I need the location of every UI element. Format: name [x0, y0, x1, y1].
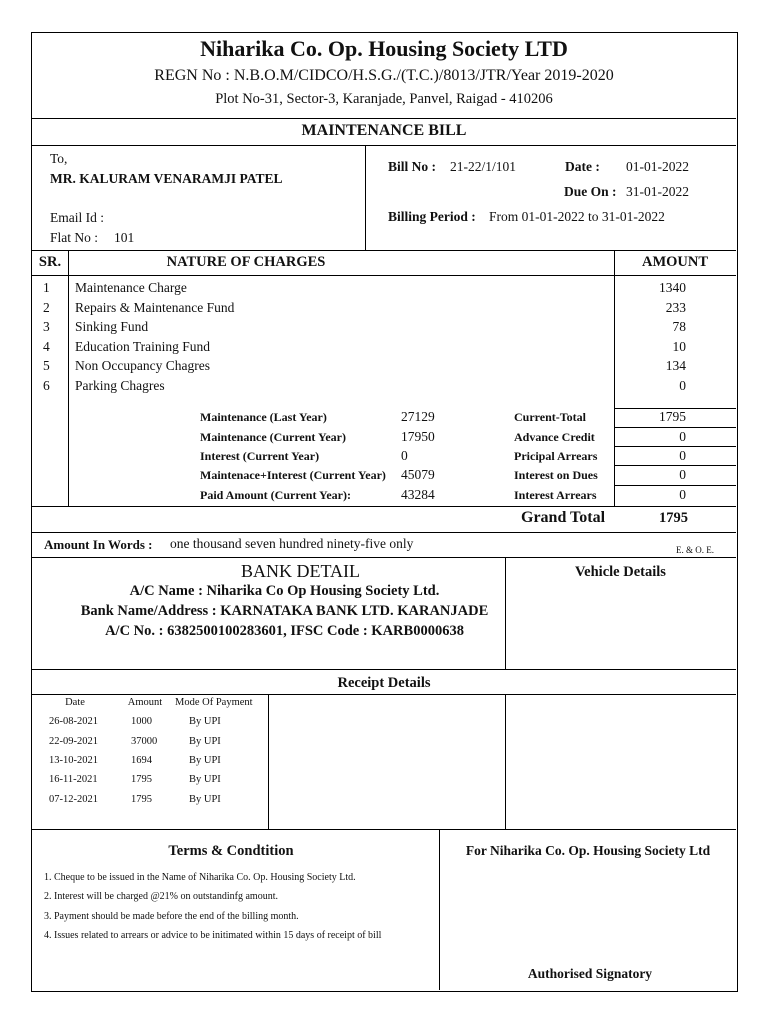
grand-total-value: 1795: [659, 510, 688, 526]
terms-title: Terms & Condtition: [168, 843, 294, 859]
charge-name: Maintenance Charge: [75, 280, 187, 295]
divider: [268, 695, 269, 829]
receipt-date: 16-11-2021: [49, 774, 98, 785]
date-value: 01-01-2022: [626, 159, 689, 174]
summary-right-value: 0: [679, 467, 686, 482]
receipt-mode: By UPI: [189, 716, 221, 727]
charge-amount: 1340: [659, 280, 686, 295]
divider: [614, 427, 736, 428]
receipt-date: 13-10-2021: [49, 755, 98, 766]
bank-account-number: A/C No. : 6382500100283601, IFSC Code : KARB0000638: [105, 623, 464, 639]
receipt-amount: 37000: [131, 736, 158, 747]
sr-header: SR.: [38, 254, 62, 270]
amount-words-value: one thousand seven hundred ninety-five only: [170, 536, 414, 551]
summary-left-label: Interest (Current Year): [200, 449, 320, 463]
summary-left-label: Maintenance (Current Year): [200, 430, 346, 444]
amount-header: AMOUNT: [641, 254, 709, 270]
summary-left-label: Maintenance (Last Year): [200, 410, 327, 424]
receipt-mode: By UPI: [189, 755, 221, 766]
authorised-signatory-label: Authorised Signatory: [527, 966, 653, 981]
society-name: Niharika Co. Op. Housing Society LTD: [200, 36, 568, 61]
charge-sr: 2: [43, 300, 50, 315]
summary-left-value: 0: [401, 448, 408, 463]
charge-name: Repairs & Maintenance Fund: [75, 300, 235, 315]
summary-right-label: Pricipal Arrears: [514, 449, 598, 463]
divider: [32, 557, 736, 558]
divider: [32, 250, 736, 251]
grand-total-label: Grand Total: [521, 509, 606, 526]
summary-left-value: 27129: [401, 409, 435, 424]
flat-label: Flat No :: [50, 230, 99, 245]
charge-name: Parking Chagres: [75, 378, 165, 393]
terms-item: 4. Issues related to arrears or advice to be initimated within 15 days of receipt of bill: [44, 930, 382, 941]
summary-left-label: Paid Amount (Current Year):: [200, 488, 351, 502]
summary-right-label: Advance Credit: [514, 430, 595, 444]
summary-left-value: 43284: [401, 487, 435, 502]
receipt-header-amount: Amount: [127, 697, 163, 708]
eoe-note: E. & O. E.: [676, 545, 714, 555]
summary-right-value: 1795: [659, 409, 686, 424]
divider: [614, 485, 736, 486]
receipt-amount: 1795: [131, 774, 152, 785]
charge-sr: 1: [43, 280, 50, 295]
bank-detail-title: BANK DETAIL: [240, 561, 361, 581]
summary-right-label: Interest on Dues: [514, 468, 598, 482]
divider: [68, 251, 69, 506]
billing-period-value: From 01-01-2022 to 31-01-2022: [489, 209, 665, 224]
receipt-amount: 1694: [131, 755, 152, 766]
divider: [32, 275, 736, 276]
divider: [32, 829, 736, 830]
receipt-mode: By UPI: [189, 774, 221, 785]
charge-amount: 10: [672, 339, 686, 354]
charge-name: Sinking Fund: [75, 319, 149, 334]
charge-sr: 3: [43, 319, 50, 334]
receipt-mode: By UPI: [189, 736, 221, 747]
amount-words-label: Amount In Words :: [44, 537, 153, 552]
summary-right-value: 0: [679, 429, 686, 444]
receipt-date: 07-12-2021: [49, 794, 98, 805]
email-label: Email Id :: [50, 210, 104, 225]
due-label: Due On :: [564, 184, 617, 199]
summary-right-label: Current-Total: [514, 410, 586, 424]
date-label: Date :: [565, 159, 600, 174]
vehicle-details-title: Vehicle Details: [575, 564, 666, 580]
summary-right-label: Interest Arrears: [514, 488, 597, 502]
divider: [32, 145, 736, 146]
bill-no-value: 21-22/1/101: [450, 159, 516, 174]
charge-amount: 0: [679, 378, 686, 393]
summary-left-value: 17950: [401, 429, 435, 444]
divider: [32, 669, 736, 670]
summary-left-label: Maintenace+Interest (Current Year): [200, 468, 386, 482]
receipt-mode: By UPI: [189, 794, 221, 805]
terms-item: 2. Interest will be charged @21% on outstandinfg amount.: [44, 891, 278, 902]
divider: [32, 532, 736, 533]
receipt-header-date: Date: [65, 697, 85, 708]
due-value: 31-01-2022: [626, 184, 689, 199]
divider: [32, 506, 736, 507]
divider: [505, 695, 506, 829]
society-address: Plot No-31, Sector-3, Karanjade, Panvel, Raigad - 410206: [215, 91, 553, 107]
to-label: To,: [50, 151, 68, 166]
receipt-details-title: Receipt Details: [337, 675, 431, 691]
divider: [32, 694, 736, 695]
terms-item: 3. Payment should be made before the end of the billing month.: [44, 911, 299, 922]
terms-item: 1. Cheque to be issued in the Name of Niharika Co. Op. Housing Society Ltd.: [44, 872, 356, 883]
bill-title: MAINTENANCE BILL: [301, 122, 467, 139]
receipt-date: 26-08-2021: [49, 716, 98, 727]
charge-amount: 233: [665, 300, 686, 315]
charge-sr: 6: [43, 378, 50, 393]
signatory-for-label: For Niharika Co. Op. Housing Society Ltd: [465, 843, 711, 858]
divider: [365, 146, 366, 250]
charge-name: Non Occupancy Chagres: [75, 358, 210, 373]
recipient-name: MR. KALURAM VENARAMJI PATEL: [50, 171, 283, 186]
billing-period-label: Billing Period :: [388, 209, 476, 224]
bill-no-label: Bill No :: [388, 159, 437, 174]
charge-name: Education Training Fund: [75, 339, 211, 354]
bank-account-name: A/C Name : Niharika Co Op Housing Society Ltd.: [129, 583, 440, 599]
divider: [32, 118, 736, 119]
divider: [614, 465, 736, 466]
summary-right-value: 0: [679, 487, 686, 502]
receipt-header-mode: Mode Of Payment: [175, 697, 253, 708]
summary-left-value: 45079: [401, 467, 435, 482]
bank-name-address: Bank Name/Address : KARNATAKA BANK LTD. KARANJADE: [80, 603, 489, 619]
summary-right-value: 0: [679, 448, 686, 463]
nature-header: NATURE OF CHARGES: [166, 254, 326, 270]
divider: [614, 446, 736, 447]
charge-amount: 78: [672, 319, 686, 334]
receipt-amount: 1000: [131, 716, 152, 727]
receipt-amount: 1795: [131, 794, 152, 805]
flat-value: 101: [114, 230, 135, 245]
charge-sr: 5: [43, 358, 50, 373]
charge-amount: 134: [665, 358, 686, 373]
receipt-date: 22-09-2021: [49, 736, 98, 747]
charge-sr: 4: [43, 339, 50, 354]
registration-number: REGN No : N.B.O.M/CIDCO/H.S.G./(T.C.)/8013/JTR/Year 2019-2020: [154, 67, 614, 84]
